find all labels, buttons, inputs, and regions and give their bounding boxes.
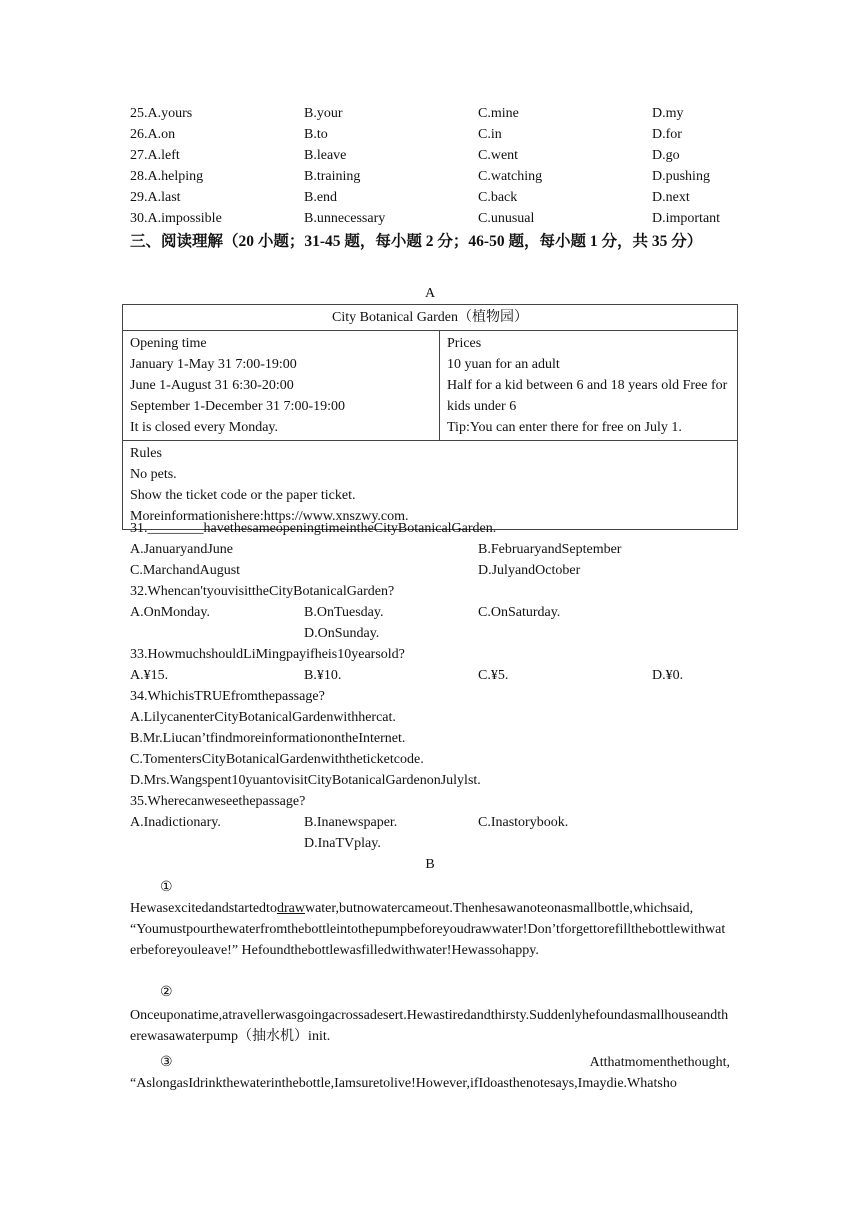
question-34-option-a (130, 707, 730, 728)
option-a: A.LilycanenterCityBotanicalGardenwithhercat. (130, 710, 396, 725)
option-b: B.training (304, 169, 361, 184)
option-d: D.important (652, 211, 721, 226)
option-c: C.OnSaturday. (478, 605, 561, 620)
option-b: B.your (304, 106, 343, 121)
option-b: B.unnecessary (304, 211, 386, 226)
question-35 (130, 791, 730, 812)
option-a: A.OnMonday. (130, 605, 210, 620)
question-35-options-row2 (130, 833, 730, 854)
opening-time-cell (123, 331, 440, 441)
rule-item: Moreinformationishere:https://www.xnszwy.com. (130, 509, 409, 524)
paragraph-marker: ① (160, 880, 173, 895)
cloze-option-row (130, 124, 730, 145)
option-c: C.unusual (478, 211, 535, 226)
garden-info-table (122, 304, 738, 530)
paragraph-marker: ② (160, 985, 173, 1000)
question-text: 32.Whencan'tyouvisittheCityBotanicalGarden? (130, 584, 395, 599)
question-34 (130, 686, 730, 707)
paragraph-3-lead: Atthatmomenthethought, (589, 1055, 730, 1070)
cloze-option-row (130, 187, 730, 208)
paragraph-text: Hewasexcitedandstartedto (130, 901, 277, 916)
option-c: C.watching (478, 169, 543, 184)
passage-a-label: A (424, 286, 436, 301)
rule-item: Show the ticket code or the paper ticket. (130, 488, 356, 503)
option-b: B.leave (304, 148, 347, 163)
option-a: 26.A.on (130, 127, 176, 142)
option-d: D.OnSunday. (304, 626, 380, 641)
option-d: D.InaTVplay. (304, 836, 381, 851)
question-34-option-c (130, 749, 730, 770)
question-32 (130, 581, 730, 602)
closed-note: It is closed every Monday. (130, 420, 278, 435)
question-31 (130, 518, 730, 539)
question-31-options-row1 (130, 539, 730, 560)
question-text: 35.Wherecanweseethepassage? (130, 794, 306, 809)
option-a: 30.A.impossible (130, 211, 222, 226)
question-33 (130, 644, 730, 665)
option-b: B.Inanewspaper. (304, 815, 398, 830)
rules-cell (123, 441, 738, 530)
option-d: D.for (652, 127, 682, 142)
question-34-option-d (130, 770, 730, 791)
opening-time-line: September 1-December 31 7:00-19:00 (130, 399, 345, 414)
option-d: D.Mrs.Wangspent10yuantovisitCityBotanicalGardenonJulylst. (130, 773, 481, 788)
option-a: 28.A.helping (130, 169, 204, 184)
question-35-options-row1 (130, 812, 730, 833)
price-kids: Half for a kid between 6 and 18 years old Free for kids under 6 (447, 378, 728, 414)
question-33-options (130, 665, 730, 686)
option-a: 25.A.yours (130, 106, 193, 121)
rule-item: No pets. (130, 467, 177, 482)
underlined-word: draw (276, 901, 305, 916)
option-a: A.¥15. (130, 668, 169, 683)
cloze-option-row (130, 145, 730, 166)
option-b: B.Mr.Liucan’tfindmoreinformationontheInternet. (130, 731, 406, 746)
paragraph-3: “AslongasIdrinkthewaterinthebottle,Iamsuretolive!However,ifIdoasthenotesays,Imaydie.Whatsho (130, 1076, 677, 1091)
option-c: C.TomentersCityBotanicalGardenwiththeticketcode. (130, 752, 424, 767)
paragraph-2: Onceuponatime,atravellerwasgoingacrossadesert.Hewastiredandthirsty.Suddenlyhefoundasmallhouseandtherewasawaterpump（抽水机）init. (130, 1008, 729, 1044)
rules-heading: Rules (130, 446, 162, 461)
cloze-option-row (130, 166, 730, 187)
option-d: D.my (652, 106, 684, 121)
question-32-options-row2 (130, 623, 730, 644)
option-c: C.MarchandAugust (130, 563, 241, 578)
option-b: B.FebruaryandSeptember (478, 542, 622, 557)
prices-cell (440, 331, 738, 441)
cloze-option-row (130, 208, 730, 229)
cloze-option-row (130, 103, 730, 124)
option-a: 27.A.left (130, 148, 180, 163)
option-c: C.¥5. (478, 668, 509, 683)
option-d: D.JulyandOctober (478, 563, 581, 578)
option-b: B.end (304, 190, 338, 205)
paragraph-1 (130, 898, 730, 961)
option-d: D.pushing (652, 169, 710, 184)
opening-time-line: June 1-August 31 6:30-20:00 (130, 378, 294, 393)
prices-heading: Prices (447, 336, 482, 351)
question-text: 34.WhichisTRUEfromthepassage? (130, 689, 325, 704)
option-a: A.Inadictionary. (130, 815, 221, 830)
option-c: C.Inastorybook. (478, 815, 569, 830)
question-32-options-row1 (130, 602, 730, 623)
option-c: C.in (478, 127, 502, 142)
price-adult: 10 yuan for an adult (447, 357, 560, 372)
question-34-option-b (130, 728, 730, 749)
question-31-options-row2 (130, 560, 730, 581)
option-a: A.JanuaryandJune (130, 542, 234, 557)
option-a: 29.A.last (130, 190, 181, 205)
option-c: C.back (478, 190, 518, 205)
option-c: C.mine (478, 106, 519, 121)
passage-b-label: B (425, 857, 435, 872)
question-text: 33.HowmuchshouldLiMingpayifheis10yearsold? (130, 647, 405, 662)
paragraph-quote: “Youmustpourthewaterfromthebottleintothepumpbeforeyoudrawwater!Don’tforgettorefillthebottlewithwaterbeforeyouleave!” Hefoundthebottlewasfilledwithwater!Hewassohappy. (130, 922, 726, 958)
option-c: C.went (478, 148, 519, 163)
option-d: D.go (652, 148, 680, 163)
paragraph-text: water,butnowatercameout.Thenhesawanoteonasmallbottle,whichsaid, (304, 901, 694, 916)
opening-time-heading: Opening time (130, 336, 207, 351)
question-text: 31.________havethesameopeningtimeintheCityBotanicalGarden. (130, 521, 497, 536)
option-b: B.OnTuesday. (304, 605, 384, 620)
option-b: B.¥10. (304, 668, 342, 683)
table-title: City Botanical Garden（植物园） (123, 305, 738, 331)
section-heading: 三、阅读理解（20 小题；31-45 题，每小题 2 分；46-50 题，每小题 1 分，共 35 分） (130, 233, 703, 250)
option-d: D.¥0. (652, 668, 684, 683)
paragraph-marker: ③ (160, 1055, 173, 1070)
opening-time-line: January 1-May 31 7:00-19:00 (130, 357, 297, 372)
option-b: B.to (304, 127, 328, 142)
option-d: D.next (652, 190, 690, 205)
price-tip: Tip:You can enter there for free on July 1. (447, 420, 682, 435)
